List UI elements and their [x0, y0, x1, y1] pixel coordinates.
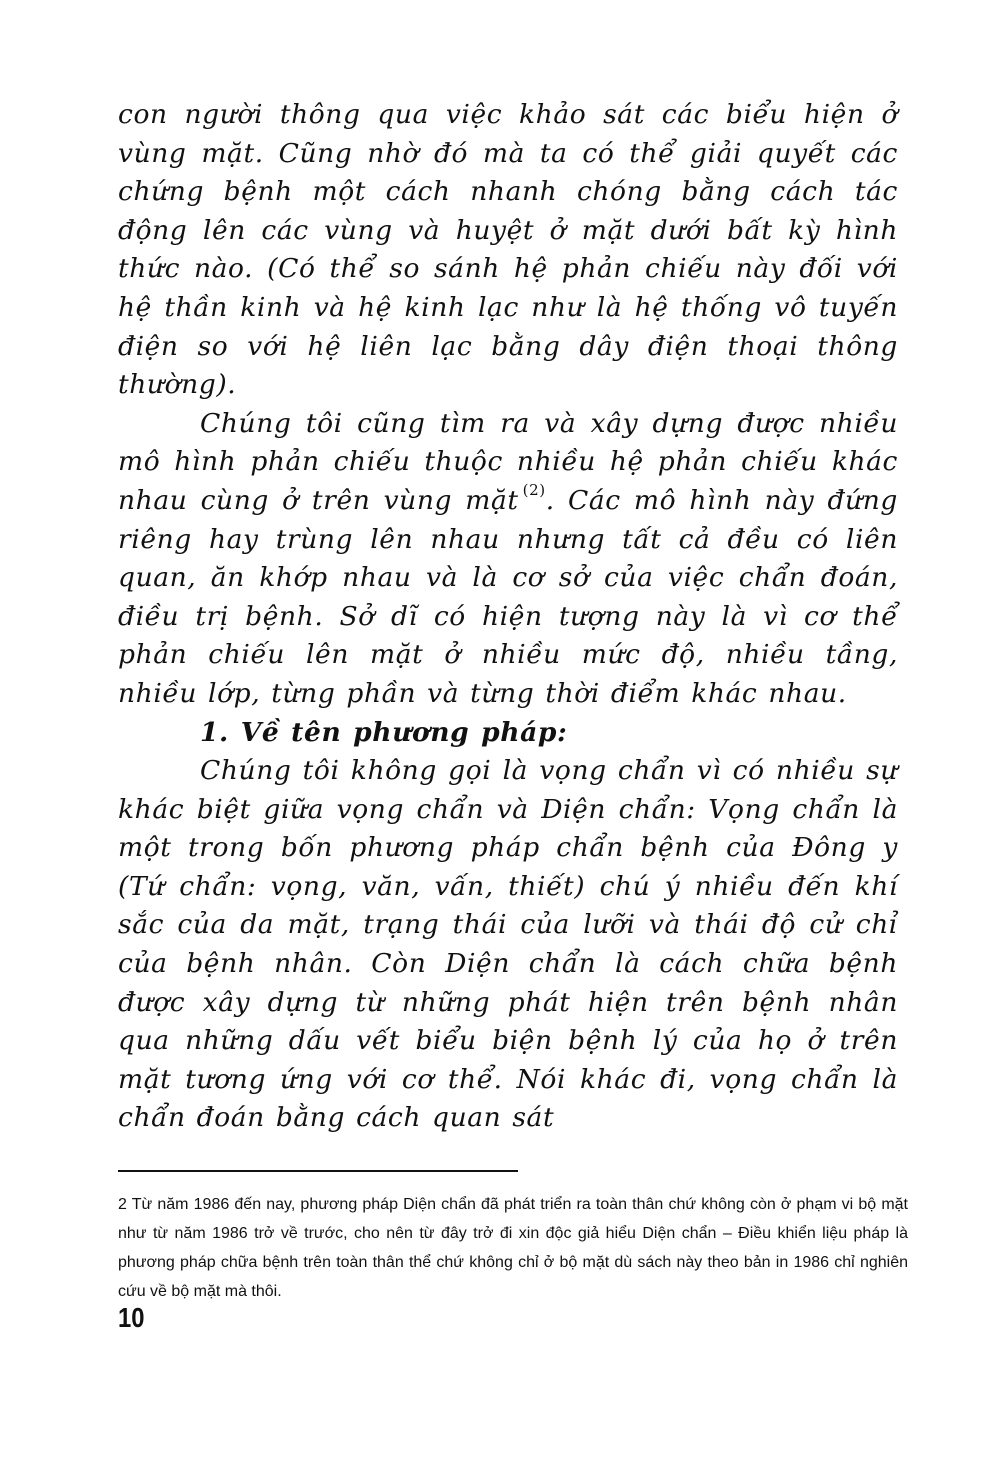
- footnote-reference: (2): [522, 480, 546, 499]
- paragraph-reflection-models: [118, 405, 898, 714]
- paragraph-part-2: . Các mô hình này đứng riêng hay trùng lên nhau nhưng tất cả đều có liên quan, ăn khớp nhau và là cơ sở của việc chẩn đoán, điều trị bệnh. Sở dĩ có hiện tượng này là vì cơ thể phản chiếu lên mặt ở nhiều mức độ, nhiều tầng, nhiều lớp, từng phần và từng thời điểm khác nhau.: [118, 484, 898, 709]
- footnote-divider: [118, 1170, 518, 1172]
- section-heading: 1. Về tên phương pháp:: [200, 716, 568, 748]
- main-text: [118, 96, 898, 1138]
- paragraph-method-name: Chúng tôi không gọi là vọng chẩn vì có nhiều sự khác biệt giữa vọng chẩn và Diện chẩn: Vọng chẩn là một trong bốn phương pháp chẩn bệnh của Đông y (Tứ chẩn: vọng, văn, vấn, thiết) chú ý nhiều đến khí sắc của da mặt, trạng thái của lưỡi và thái độ cử chỉ của bệnh nhân. Còn Diện chẩn là cách chữa bệnh được xây dựng từ những phát hiện trên bệnh nhân qua những dấu vết biểu biện bệnh lý của họ ở trên mặt tương ứng với cơ thể. Nói khác đi, vọng chẩn là chẩn đoán bằng cách quan sát: [118, 755, 898, 1134]
- paragraph-part-1: Chúng tôi cũng tìm ra và xây dựng được nhiều mô hình phản chiếu thuộc nhiều hệ phản chiếu khác nhau cùng ở trên vùng mặt: [118, 407, 898, 516]
- footnote-text: 2 Từ năm 1986 đến nay, phương pháp Diện chẩn đã phát triển ra toàn thân chứ không còn ở phạm vi bộ mặt như từ năm 1986 trở về trước, cho nên từ đây trở đi xin độc giả hiểu Diện chẩn – Điều khiển liệu pháp là phương pháp chữa bệnh trên toàn thân thể chứ không chỉ ở bộ mặt dù sách này theo bản in 1986 chỉ nghiên cứu về bộ mặt mà thôi.: [118, 1196, 908, 1300]
- page-number: 10: [118, 1302, 145, 1333]
- paragraph-continuation: con người thông qua việc khảo sát các biểu hiện ở vùng mặt. Cũng nhờ đó mà ta có thể giải quyết các chứng bệnh một cách nhanh chóng bằng cách tác động lên các vùng và huyệt ở mặt dưới bất kỳ hình thức nào. (Có thể so sánh hệ phản chiếu này đối với hệ thần kinh và hệ kinh lạc như là hệ thống vô tuyến điện so với hệ liên lạc bằng dây điện thoại thông thường).: [118, 99, 898, 401]
